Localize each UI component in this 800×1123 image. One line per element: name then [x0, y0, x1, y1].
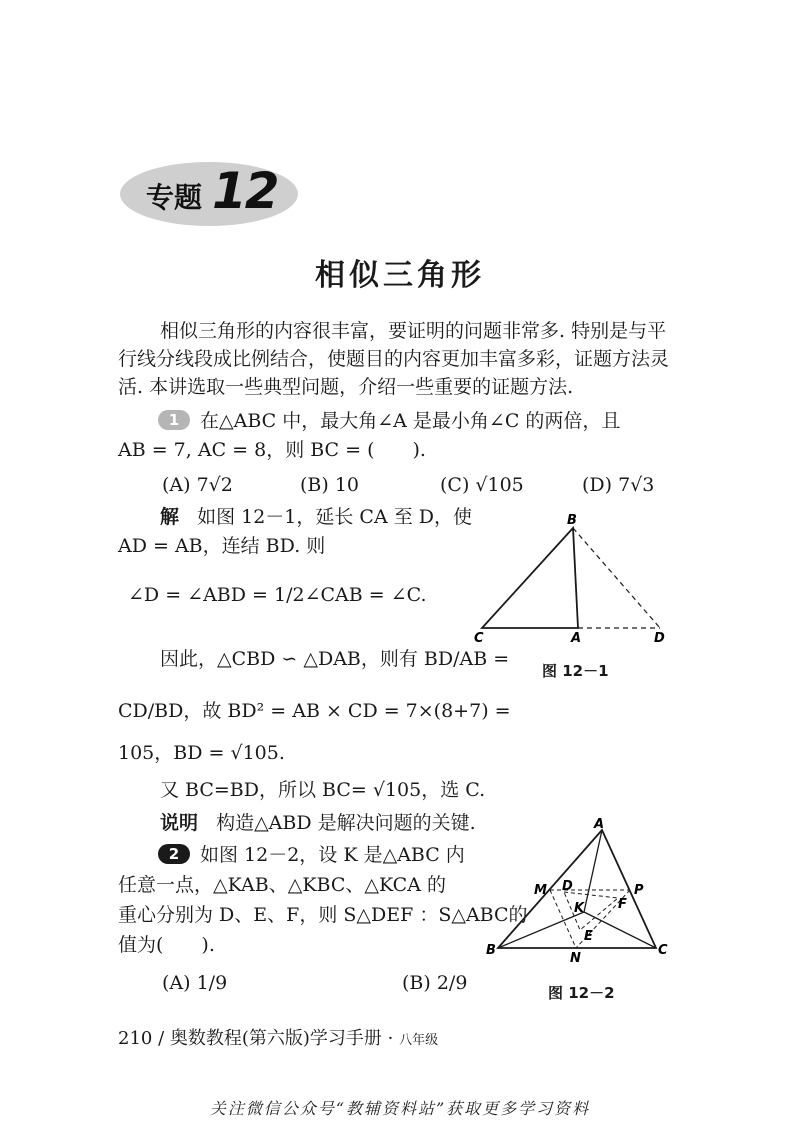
- book-title: 奥数教程(第六版)学习手册: [169, 1028, 382, 1049]
- problem-2-line-4: 值为( ).: [118, 934, 215, 956]
- note-label: 说明: [160, 812, 199, 834]
- fig2-label-b: B: [486, 943, 496, 958]
- fig2-label-p: P: [634, 883, 644, 898]
- chapter-number: 12: [212, 162, 278, 220]
- solution-text-1: 如图 12－1，延长 CA 至 D，使: [197, 506, 472, 528]
- grade-label: 八年级: [399, 1033, 439, 1048]
- problem-2-option-b: (B) 2/9: [402, 972, 468, 994]
- fig2-label-f: F: [618, 897, 627, 912]
- note-text: 构造△ABD 是解决问题的关键.: [216, 812, 476, 834]
- fig2-label-e: E: [584, 929, 593, 944]
- figure-12-1-caption: 图 12－1: [542, 662, 609, 680]
- problem-1-solution-line-2: AD = AB，连结 BD. 则: [118, 535, 326, 557]
- segment-ak: [584, 830, 602, 912]
- problem-1-option-c: (C) √105: [440, 474, 524, 496]
- problem-1-solution-line-4: CD/BD，故 BD² = AB × CD = 7×(8+7) =: [118, 700, 511, 722]
- segment-mn: [550, 890, 576, 948]
- chapter-label: 专题: [146, 181, 203, 214]
- page-footer: 210 / 奥数教程(第六版)学习手册 · 八年级: [118, 1028, 439, 1049]
- segment-bk: [498, 912, 584, 948]
- triangle-abc-2: [498, 830, 656, 948]
- page-number: 210: [118, 1028, 153, 1049]
- fig2-label-c: C: [658, 943, 668, 958]
- problem-1-stem-1: 在△ABC 中，最大角∠A 是最小角∠C 的两倍，且: [200, 410, 621, 432]
- problem-2-line-1: 如图 12－2，设 K 是△ABC 内: [200, 844, 465, 866]
- problem-1-solution-line-1: [160, 504, 472, 531]
- fig1-label-a: A: [571, 631, 582, 646]
- problem-1-option-d: (D) 7√3: [582, 474, 655, 496]
- problem-1-option-b: (B) 10: [300, 474, 360, 496]
- page-title: 相似三角形: [315, 258, 485, 293]
- figure-12-2: [484, 816, 674, 966]
- segment-bd: [573, 528, 660, 628]
- problem-1-solution-line-6: 又 BC=BD，所以 BC= √105，选 C.: [160, 779, 486, 801]
- intro-line-3: 活. 本讲选取一些典型问题，介绍一些重要的证题方法.: [118, 376, 574, 398]
- problem-1-solution-line-3: 因此，△CBD ∽ △DAB，则有 BD/AB =: [160, 648, 510, 670]
- figure-12-1: [468, 512, 678, 647]
- triangle-abc: [482, 528, 578, 628]
- figure-12-2-caption: 图 12－2: [548, 984, 615, 1002]
- fig1-label-d: D: [654, 631, 665, 646]
- problem-1-note: [160, 810, 476, 837]
- problem-2-line-3: 重心分别为 D、E、F，则 S△DEF ：S△ABC的: [118, 904, 528, 926]
- fig1-label-b: B: [567, 513, 577, 528]
- problem-2-line-2: 任意一点，△KAB、△KBC、△KCA 的: [118, 874, 446, 896]
- problem-1-badge: 1: [158, 410, 190, 430]
- problem-1-stem-2: AB = 7, AC = 8，则 BC = ( ).: [118, 439, 426, 461]
- watermark-note: 关注微信公众号“教辅资料站”获取更多学习资料: [209, 1099, 591, 1118]
- solution-label: 解: [160, 506, 180, 528]
- fig2-label-n: N: [570, 951, 581, 966]
- intro-line-1: 相似三角形的内容很丰富，要证明的问题非常多. 特别是与平: [160, 320, 667, 342]
- fig2-label-d: D: [562, 879, 573, 894]
- intro-line-2: 行线分线段成比例结合，使题目的内容更加丰富多彩，证题方法灵: [118, 348, 670, 370]
- problem-1-stem-line-1: [158, 408, 620, 435]
- fig1-label-c: C: [474, 631, 484, 646]
- fig2-label-a: A: [594, 817, 605, 832]
- problem-1-option-a: (A) 7√2: [162, 474, 233, 496]
- problem-1-solution-line-5: 105，BD = √105.: [118, 742, 285, 764]
- problem-1-equation-1: ∠D = ∠ABD = 1/2∠CAB = ∠C.: [128, 584, 427, 606]
- problem-2-line-1-wrap: [158, 842, 465, 869]
- fig2-label-k: K: [574, 901, 585, 916]
- problem-2-badge: 2: [158, 844, 190, 864]
- fig2-label-m: M: [534, 883, 547, 898]
- problem-2-option-a: (A) 1/9: [162, 972, 228, 994]
